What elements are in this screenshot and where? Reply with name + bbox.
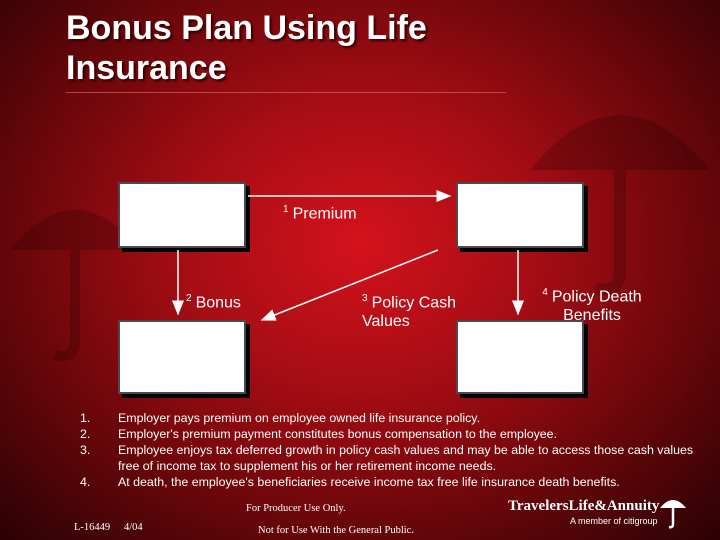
note-item — [80, 410, 700, 426]
note-text: At death, the employee's beneficiaries receive income tax free life insurance death benefits. — [118, 475, 620, 489]
bonus-flow-label — [186, 289, 241, 312]
beneficiaries-label: Beneficiaries — [474, 328, 566, 345]
premium-text: Premium — [292, 205, 357, 223]
slide-title: Bonus Plan Using Life Insurance — [66, 9, 427, 87]
producer-use-notice: For Producer Use Only. — [246, 503, 346, 514]
note-item — [80, 442, 700, 474]
note-number: 3. — [80, 443, 91, 457]
cash-values-text: Policy Cash Values — [362, 294, 457, 331]
brand-logo-text: TravelersLife&Annuity — [508, 498, 660, 514]
notes-list — [80, 410, 700, 490]
bonus-number: 2 — [186, 293, 192, 304]
note-text: Employee enjoys tax deferred growth in policy cash values and may be able to access those cash values free of income tax to supplement his or her retirement income needs. — [118, 443, 694, 473]
note-item — [80, 426, 700, 442]
life-policy-label: Life Insurance Policy — [469, 185, 571, 221]
note-number: 4. — [80, 475, 91, 489]
form-number: L-16449 — [74, 522, 111, 533]
note-number: 2. — [80, 427, 91, 441]
death-benefits-flow-label — [526, 283, 658, 325]
death-benefits-text: Policy Death Benefits — [551, 288, 642, 325]
cash-values-number: 3 — [362, 293, 368, 304]
premium-number: 1 — [283, 204, 289, 215]
note-text: Employer pays premium on employee owned life insurance policy. — [118, 411, 481, 425]
death-benefits-number: 4 — [542, 287, 548, 298]
note-text: Employer's premium payment constitutes bonus compensation to the employee. — [118, 427, 558, 441]
general-public-notice: Not for Use With the General Public. — [258, 525, 414, 536]
employee-label: Employee — [146, 328, 218, 345]
form-date: 4/04 — [124, 522, 143, 533]
premium-flow-label — [283, 200, 357, 223]
umbrella-icon — [658, 494, 688, 530]
note-number: 1. — [80, 411, 91, 425]
bonus-text: Bonus — [195, 294, 241, 312]
cash-values-flow-label — [362, 289, 482, 331]
note-item — [80, 474, 700, 490]
employer-label: Employer — [148, 187, 216, 204]
brand-subtitle: A member of citigroup — [570, 516, 658, 526]
